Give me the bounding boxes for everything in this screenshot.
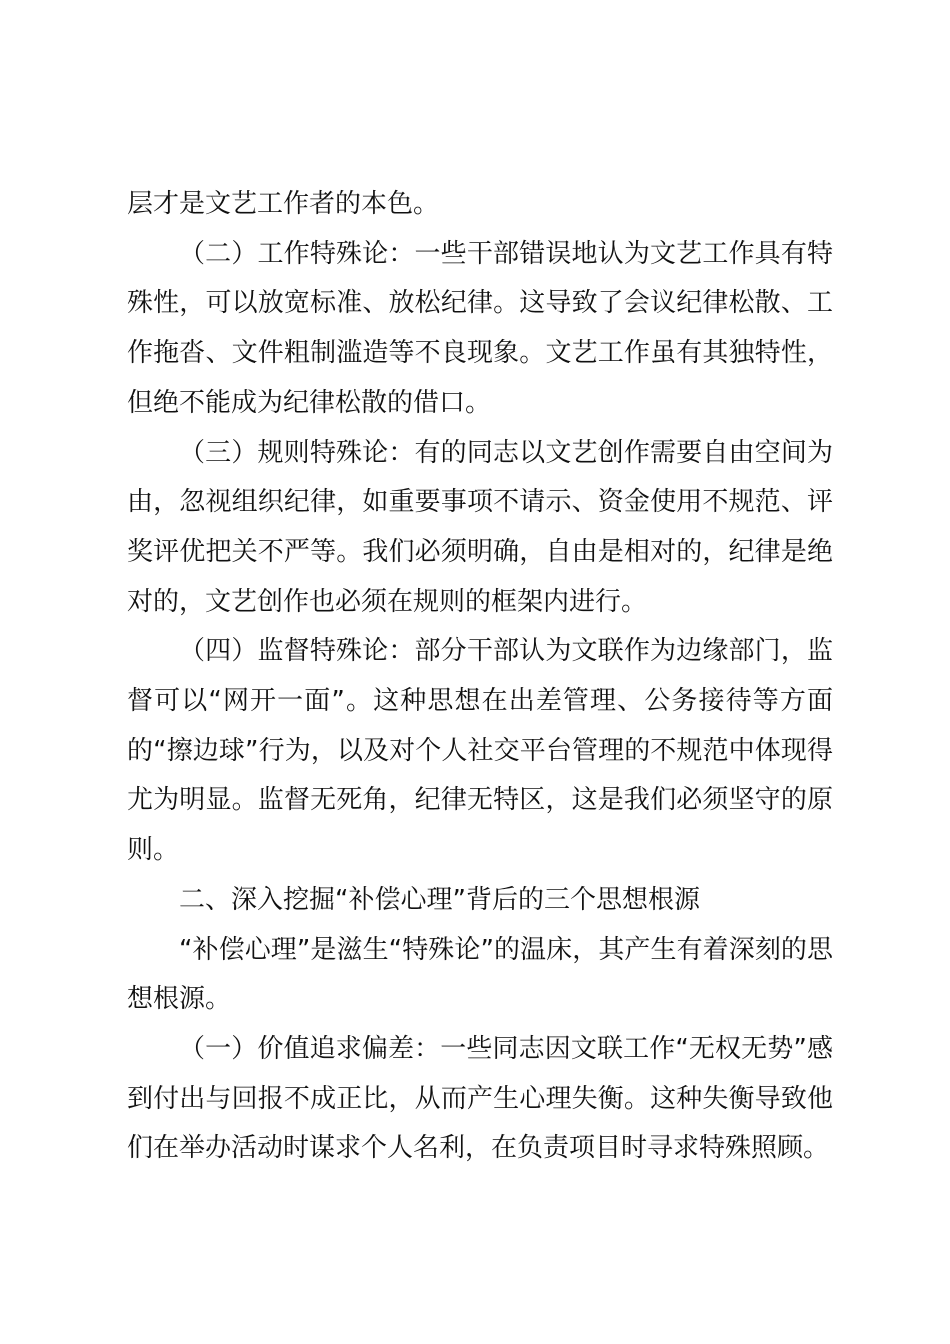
paragraph-rule-specialness: （三）规则特殊论：有的同志以文艺创作需要自由空间为由，忽视组织纪律，如重要事项不请示、资金使用不规范、评奖评优把关不严等。我们必须明确，自由是相对的，纪律是绝对的，文艺创作也必须在规则的框架内进行。 <box>127 437 833 617</box>
paragraph-supervision-specialness: （四）监督特殊论：部分干部认为文联作为边缘部门，监督可以“网开一面”。这种思想在出差管理、公务接待等方面的“擦边球”行为，以及对个人社交平台管理的不规范中体现得尤为明显。监督无死角，纪律无特区，这是我们必须坚守的原则。 <box>127 636 833 866</box>
section-heading-two: 二、深入挖掘“补偿心理”背后的三个思想根源 <box>179 884 700 915</box>
paragraph-compensation-intro: “补偿心理”是滋生“特殊论”的温床，其产生有着深刻的思想根源。 <box>127 934 833 1015</box>
document-body <box>127 180 833 1174</box>
paragraph-work-specialness: （二）工作特殊论：一些干部错误地认为文艺工作具有特殊性，可以放宽标准、放松纪律。这导致了会议纪律松散、工作拖沓、文件粗制滥造等不良现象。文艺工作虽有其独特性，但绝不能成为纪律松散的借口。 <box>127 238 833 418</box>
paragraph-value-deviation: （一）价值追求偏差：一些同志因文联工作“无权无势”感到付出与回报不成正比，从而产生心理失衡。这种失衡导致他们在举办活动时谋求个人名利，在负责项目时寻求特殊照顾。 <box>127 1033 833 1164</box>
paragraph-continuation: 层才是文艺工作者的本色。 <box>127 189 440 219</box>
